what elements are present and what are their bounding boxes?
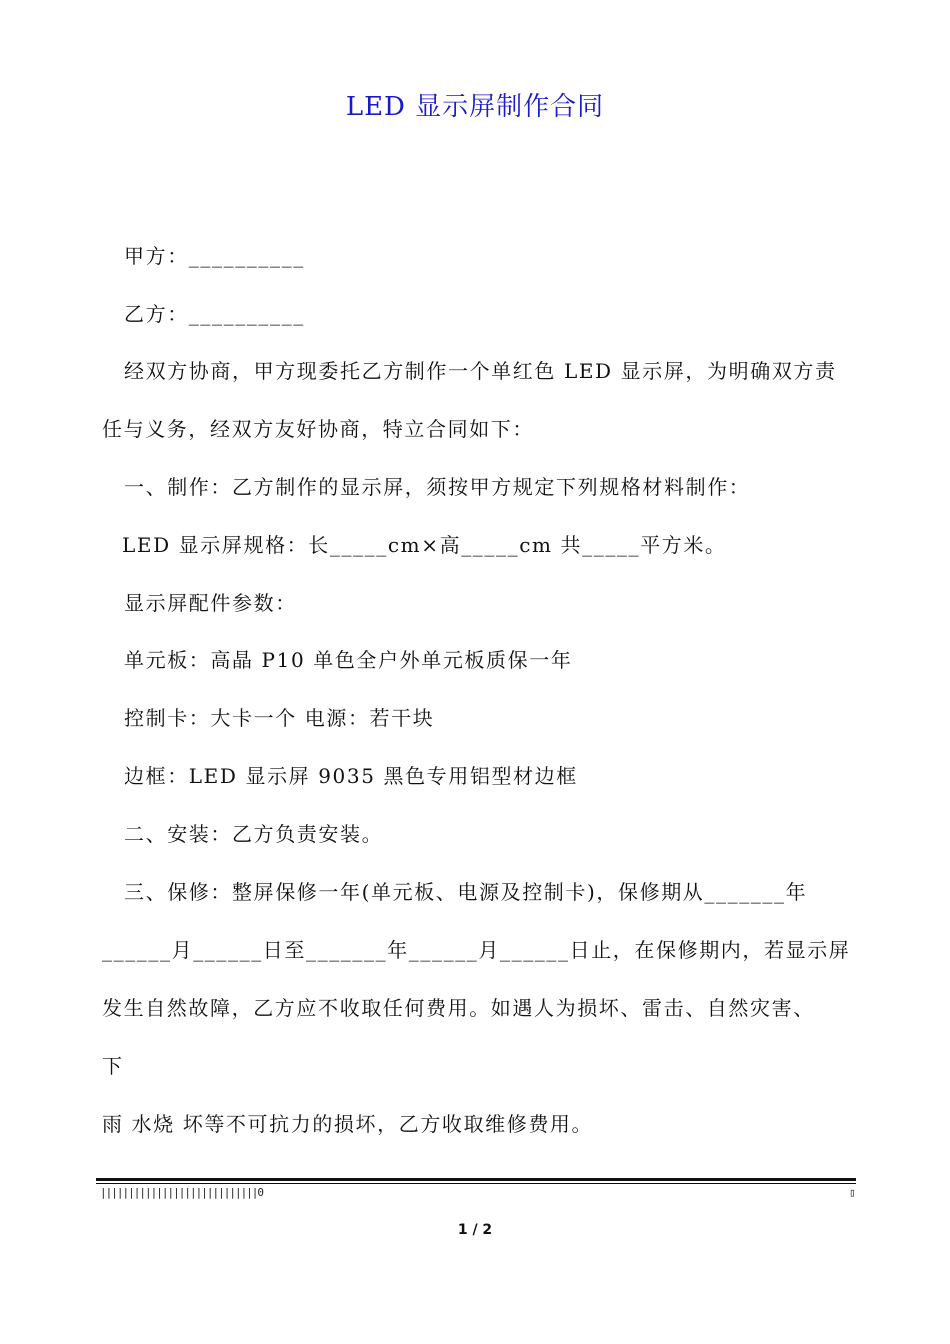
control-card-line: 控制卡：大卡一个 电源：若干块: [124, 706, 435, 730]
footer-right-glyph: ▯: [849, 1186, 856, 1199]
clause-2-installation: 二、安装：乙方负责安装。: [124, 822, 384, 846]
party-a-line: 甲方：__________: [124, 244, 305, 268]
document-title: LED 显示屏制作合同: [345, 92, 605, 122]
frame-line: 边框：LED 显示屏 9035 黑色专用铝型材边框: [124, 764, 578, 788]
footer-left-text: ||||||||||||||||||||||||||||0: [100, 1186, 264, 1199]
preamble-line-1: 经双方协商，甲方现委托乙方制作一个单红色 LED 显示屏，为明确双方责: [124, 359, 837, 383]
clause-3-warranty-line-5: 雨 水烧 坏等不可抗力的损坏，乙方收取维修费用。: [102, 1112, 594, 1136]
page-number: 1 / 2: [457, 1222, 493, 1238]
unit-board-line: 单元板：高晶 P10 单色全户外单元板质保一年: [124, 648, 573, 672]
accessories-heading: 显示屏配件参数：: [124, 591, 297, 615]
clause-3-warranty-line-1: 三、保修：整屏保修一年(单元板、电源及控制卡)，保修期从_______年: [124, 880, 808, 904]
clause-3-warranty-line-2: ______月______日至_______年______月______日止，在保修期内，若显示屏: [102, 938, 851, 962]
clause-3-warranty-line-4: 下: [102, 1054, 124, 1078]
party-b-line: 乙方：__________: [124, 302, 305, 326]
display-spec-line: LED 显示屏规格：长_____cm×高_____cm 共_____平方米。: [122, 533, 727, 557]
clause-1-production: 一、制作：乙方制作的显示屏，须按甲方规定下列规格材料制作：: [124, 475, 751, 499]
footer-divider-thin: [96, 1183, 856, 1184]
footer-divider: [96, 1178, 856, 1181]
preamble-line-2: 任与义务，经双方友好协商，特立合同如下：: [102, 417, 534, 441]
clause-3-warranty-line-3: 发生自然故障，乙方应不收取任何费用。如遇人为损坏、雷击、自然灾害、: [102, 996, 815, 1020]
